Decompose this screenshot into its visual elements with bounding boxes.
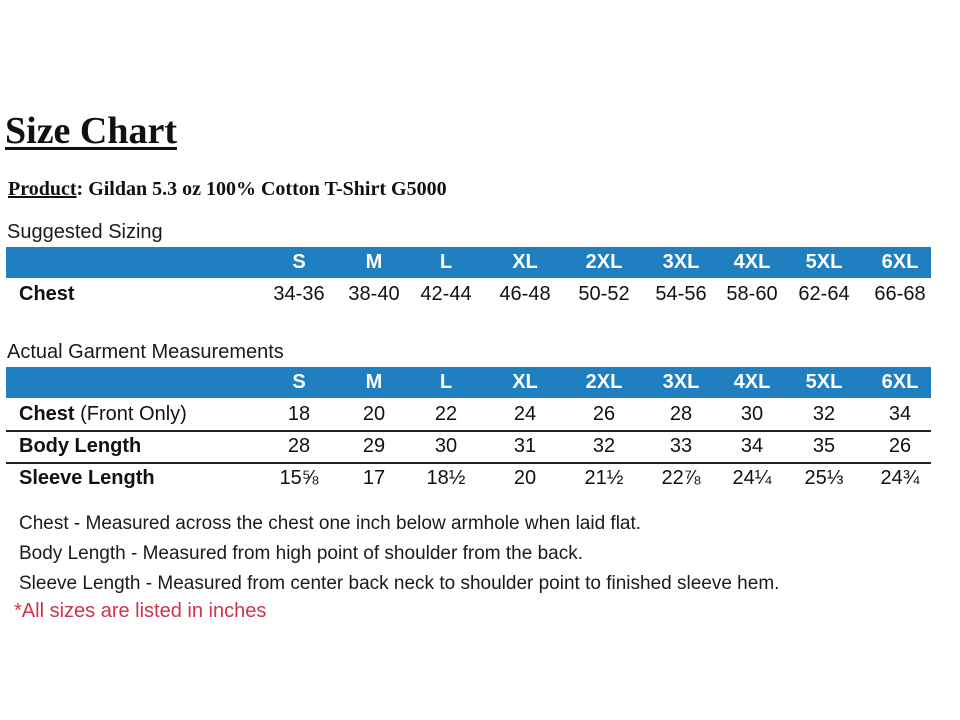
table-cell: 26: [592, 403, 616, 425]
table-cell: 32: [812, 403, 836, 425]
table-row: [6, 398, 931, 432]
page-title: Size Chart: [5, 110, 178, 152]
row-label: Sleeve Length: [19, 467, 155, 489]
table-cell: 50-52: [578, 283, 630, 305]
size-header-cell: 5XL: [805, 251, 843, 273]
table-cell: 38-40: [348, 283, 400, 305]
table-cell: 31: [513, 435, 537, 457]
table-cell: 17: [362, 467, 386, 489]
size-header-cell: 2XL: [585, 371, 623, 393]
measurement-note: Chest - Measured across the chest one inch below armhole when laid flat.: [19, 513, 642, 534]
table-cell: 18½: [426, 467, 466, 489]
table-cell: 58-60: [726, 283, 778, 305]
size-header-cell: 4XL: [733, 251, 771, 273]
measurement-note: Sleeve Length - Measured from center back neck to shoulder point to finished sleeve hem.: [19, 573, 780, 594]
product-label: Product: [8, 178, 77, 200]
size-header-cell: S: [292, 251, 306, 273]
table-cell: 30: [740, 403, 764, 425]
measurement-note: Body Length - Measured from high point of shoulder from the back.: [19, 543, 583, 564]
table-cell: 42-44: [420, 283, 472, 305]
table-cell: 30: [434, 435, 458, 457]
table-cell: 28: [669, 403, 693, 425]
size-header-cell: M: [365, 371, 383, 393]
size-header-cell: 3XL: [662, 371, 700, 393]
table-cell: 22: [434, 403, 458, 425]
suggested-sizing-heading: Suggested Sizing: [7, 221, 163, 243]
suggested-size-header: [6, 247, 931, 278]
product-separator: :: [76, 178, 84, 200]
table-cell: 24¾: [880, 467, 920, 489]
table-cell: 34: [740, 435, 764, 457]
table-cell: 62-64: [798, 283, 850, 305]
table-cell: 33: [669, 435, 693, 457]
size-header-cell: XL: [512, 371, 538, 393]
row-label: Chest (Front Only): [19, 403, 187, 425]
size-header-cell: L: [439, 251, 453, 273]
table-cell: 26: [888, 435, 912, 457]
size-header-cell: 2XL: [585, 251, 623, 273]
table-cell: 20: [362, 403, 386, 425]
size-header-cell: L: [439, 371, 453, 393]
table-row: [6, 278, 931, 310]
table-cell: 34: [888, 403, 912, 425]
units-footnote: *All sizes are listed in inches: [14, 600, 267, 622]
table-cell: 24: [513, 403, 537, 425]
table-cell: 20: [513, 467, 537, 489]
size-header-cell: 6XL: [881, 371, 919, 393]
table-cell: 28: [287, 435, 311, 457]
table-cell: 21½: [584, 467, 624, 489]
table-cell: 15⅝: [279, 467, 319, 489]
product-name: Gildan 5.3 oz 100% Cotton T-Shirt G5000: [83, 178, 447, 200]
size-header-cell: 4XL: [733, 371, 771, 393]
table-cell: 46-48: [499, 283, 551, 305]
table-cell: 34-36: [273, 283, 325, 305]
size-header-cell: 6XL: [881, 251, 919, 273]
table-cell: 18: [287, 403, 311, 425]
table-cell: 54-56: [655, 283, 707, 305]
table-row: [6, 430, 931, 464]
actual-measurements-heading: Actual Garment Measurements: [7, 341, 284, 363]
table-cell: 35: [812, 435, 836, 457]
table-cell: 66-68: [874, 283, 926, 305]
product-line: [8, 176, 447, 202]
table-cell: 29: [362, 435, 386, 457]
table-cell: 24¼: [732, 467, 772, 489]
table-cell: 22⅞: [661, 467, 701, 489]
actual-size-header: [6, 367, 931, 398]
table-cell: 32: [592, 435, 616, 457]
size-header-cell: 3XL: [662, 251, 700, 273]
size-header-cell: 5XL: [805, 371, 843, 393]
row-label: Body Length: [19, 435, 142, 457]
table-cell: 25⅓: [804, 467, 844, 489]
size-header-cell: XL: [512, 251, 538, 273]
table-row: [6, 462, 931, 494]
row-label: Chest: [19, 283, 75, 305]
size-header-cell: M: [365, 251, 383, 273]
size-header-cell: S: [292, 371, 306, 393]
